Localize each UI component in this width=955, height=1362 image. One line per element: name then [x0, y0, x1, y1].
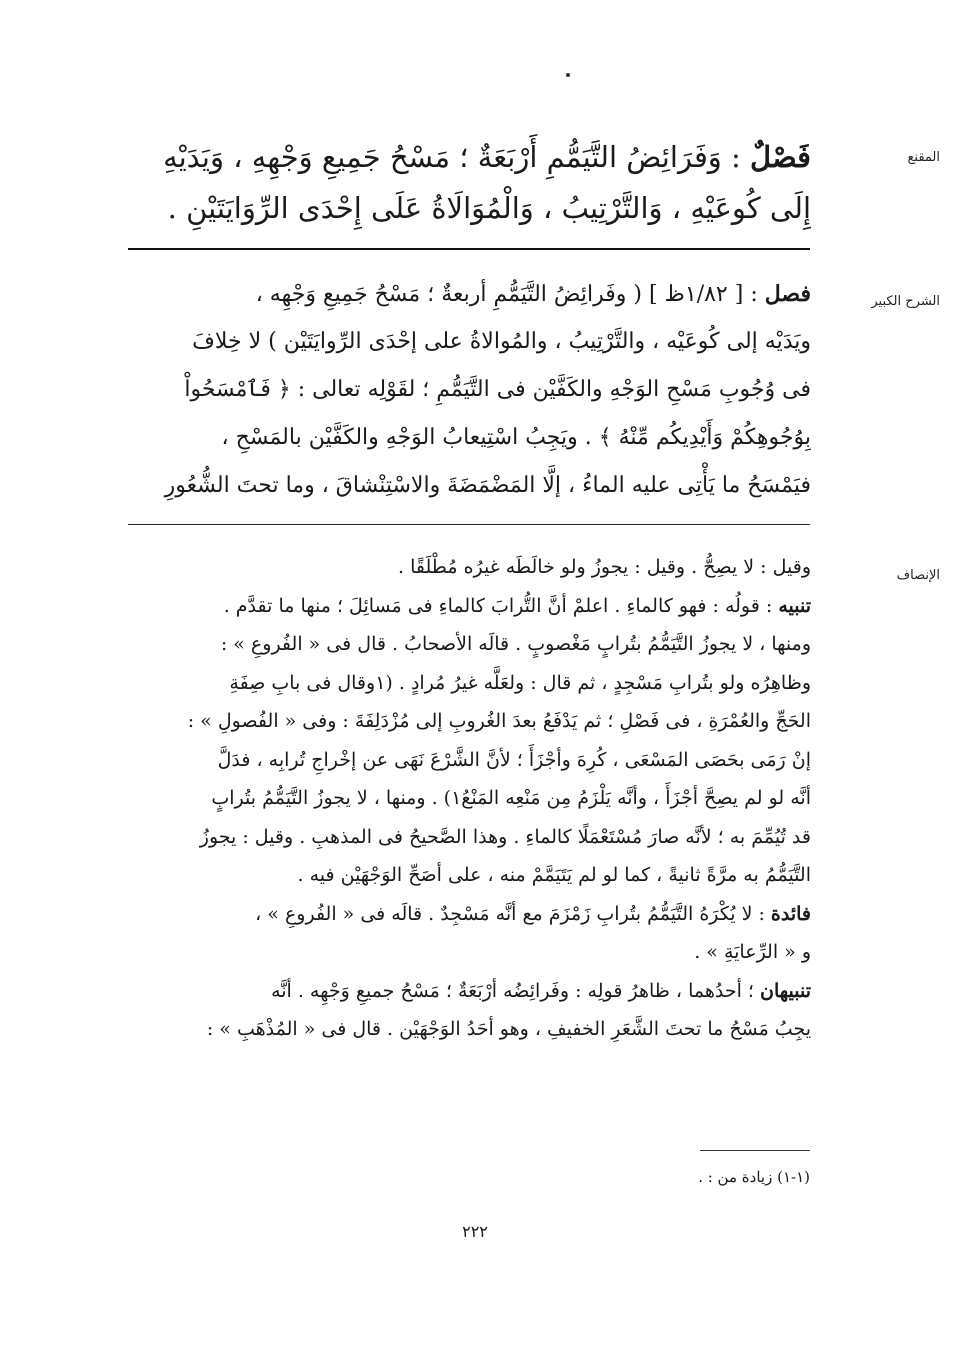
margin-label-sharh: الشرح الكبير: [871, 294, 940, 309]
muqni-text: [126, 132, 811, 234]
insaf-heading-faida: فائدة: [770, 902, 811, 925]
sharh-text: [126, 270, 811, 510]
footnote-separator: [700, 1150, 810, 1151]
sharh-line-5: فيَمْسَحُ ما يَأْتِى عليه الماءُ ، إلَّا المَضْمَضَةَ والاسْتِنْشاقَ ، وما تحتَ الشُّعُورِ: [164, 473, 811, 498]
sharh-line-1: [126, 270, 811, 318]
insaf-line-2: [126, 587, 811, 626]
insaf-line-7: أنَّه لو لم يصِحَّ أجْزَأَ ، وأنَّه يَلْزَمُ مِن مَنْعِه المَنْعُ١) . ومنها ، لا يجوزُ التَّيَمُّمُ بتُرابٍ: [211, 787, 811, 809]
margin-label-muqni: المقنع: [907, 150, 940, 165]
insaf-line-8: قد تُيُمِّمَ به ؛ لأنَّه صارَ مُسْتَعْمَلًا كالماءِ . وهذا الصَّحيحُ فى المذهبِ . وقيل : يجوزُ: [199, 825, 811, 848]
insaf-line-1: وقيل : لا يصِحُّ . وقيل : يجوزُ ولو خالَطَه غيرُه مُطْلَقًا .: [398, 556, 811, 578]
sharh-line-3: فى وُجُوبِ مَسْحِ الوَجْهِ والكَفَّيْن فى التَّيَمُّمِ ؛ لقَوْلِه تعالى : ﴿ فَٱمْسَحُواْ: [184, 377, 811, 402]
margin-label-insaf: الإنصاف: [896, 568, 940, 583]
insaf-line-13: يجِبُ مَسْحُ ما تحتَ الشَّعَرِ الخفيفِ ، وهو أحَدُ الوَجْهَيْن . قال فى « المُذْهَبِ » :: [206, 1018, 811, 1040]
section-divider-thick: [128, 248, 810, 250]
muqni-line-1: [126, 132, 811, 183]
sharh-line-4: بِوُجُوهِكُمْ وَأَيْدِيكُم مِّنْهُ ﴾ . ويَجِبُ اسْتِيعابُ الوَجْهِ والكَفَّيْن بالمَسْحِ ،: [221, 425, 811, 450]
sharh-heading-fasl: فصل: [764, 281, 811, 307]
insaf-line-11: و « الرِّعايَةِ » .: [694, 941, 811, 963]
insaf-line-2-text: : قولُه : فهو كالماءِ . اعلمْ أنَّ التُّرابَ كالماءِ فى مَسائِلَ ؛ منها ما تقدَّم .: [223, 594, 779, 617]
section-divider-thin: [128, 524, 810, 525]
insaf-line-5: الحَجِّ والعُمْرَةِ ، فى فَصْلِ ؛ ثم يَدْفَعُ بعدَ الغُروبِ إلى مُزْدَلِفَةَ : وفى « الفُصولِ » :: [187, 710, 811, 732]
muqni-line-2: إِلَى كُوعَيْهِ ، وَالتَّرْتِيبُ ، وَالْمُوَالَاةُ عَلَى إِحْدَى الرِّوَايَتَيْنِ .: [167, 191, 811, 225]
insaf-line-9: التَّيَمُّمُ به مرَّةً ثانيةً ، كما لو لم يَتَيَمَّمْ منه ، على أصَحِّ الوَجْهَيْن فيه .: [297, 864, 811, 886]
insaf-line-4: وظاهِرُه ولو بتُرابِ مَسْجِدٍ ، ثم قال : ولعَلَّه غيرُ مُرادٍ . (١وقال فى بابِ صِفَةِ: [229, 671, 811, 694]
muqni-heading-fasl: فَصْلٌ: [750, 140, 811, 174]
insaf-heading-tanbihan: تنبيهان: [760, 979, 811, 1002]
sharh-line-2: ويَدَيْه إلى كُوعَيْه ، والتَّرْتِيبُ ، والمُوالاةُ على إحْدَى الرِّوايَتَيْن ) لا خِلافَ: [192, 329, 811, 354]
insaf-line-10: [126, 895, 811, 934]
footnote: (١-١) زيادة من : .: [698, 1168, 810, 1186]
scan-speck: [566, 73, 570, 77]
insaf-line-12-text: ؛ أحدُهما ، ظاهرُ قولِه : وفَرائِضُه أرْبَعَةٌ ؛ مَسْحُ جميعِ وَجْهِه . أنَّه: [271, 979, 760, 1002]
sharh-line-1-text: : [ ١/٨٢ظ ] ( وفَرائِضُ التَّيَمُّمِ أربعةٌ ؛ مَسْحُ جَمِيعِ وَجْهِه ،: [255, 282, 765, 307]
insaf-line-3: ومنها ، لا يجوزُ التَّيَمُّمُ بتُرابٍ مَغْصوبٍ . قالَه الأصحابُ . قال فى « الفُروعِ » :: [220, 633, 811, 655]
insaf-line-6: إنْ رَمَى بحَصَى المَسْعَى ، كُرِهَ وأجْزَأَ ؛ لأنَّ الشَّرْعَ نَهَى عن إخْراجِ تُرابِه ، فدَلَّ: [217, 748, 811, 771]
insaf-line-12: [126, 972, 811, 1011]
page-number: ٢٢٢: [462, 1222, 488, 1241]
muqni-line-1-text: : وَفَرَائِضُ التَّيَمُّمِ أَرْبَعَةٌ ؛ مَسْحُ جَمِيعِ وَجْهِهِ ، وَيَدَيْهِ: [163, 140, 751, 174]
insaf-heading-tanbih: تنبيه: [778, 594, 811, 617]
insaf-text: [126, 548, 811, 1049]
insaf-line-10-text: : لا يُكْرَهُ التَّيَمُّمُ بتُرابِ زَمْزَمَ مع أنَّه مَسْجِدٌ . قالَه فى « الفُروعِ » ،: [255, 902, 771, 925]
